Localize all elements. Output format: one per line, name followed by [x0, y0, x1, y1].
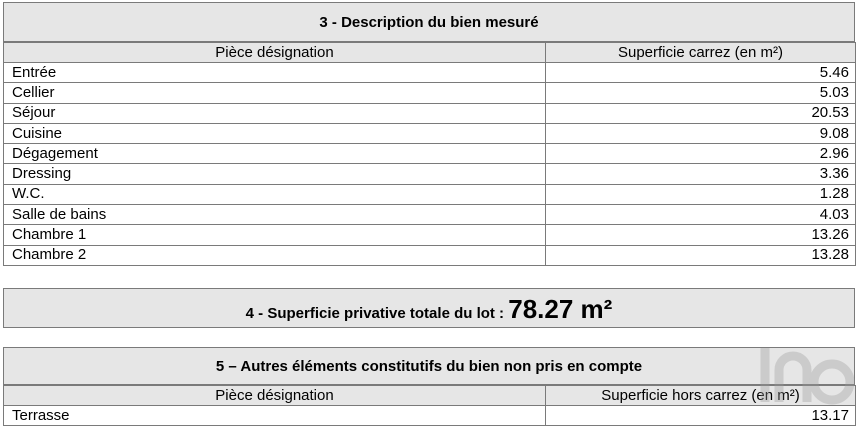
room-area: 13.17 [546, 406, 856, 426]
room-name: Terrasse [4, 406, 546, 426]
table-row [4, 184, 856, 204]
column-header-piece: Pièce désignation [4, 386, 546, 406]
brand-logo-icon [757, 340, 857, 410]
room-name: Cellier [4, 83, 546, 103]
table-row [4, 144, 856, 164]
room-name: Cuisine [4, 123, 546, 143]
table-row [4, 225, 856, 245]
room-area: 5.03 [546, 83, 856, 103]
room-name: Entrée [4, 63, 546, 83]
other-elements-table [3, 385, 856, 426]
room-name: Chambre 2 [4, 245, 546, 265]
table-header-row [4, 43, 856, 63]
table-row [4, 406, 856, 426]
room-area: 1.28 [546, 184, 856, 204]
room-area: 3.36 [546, 164, 856, 184]
column-header-area: Superficie hors carrez (en m²) [546, 386, 856, 406]
column-header-piece: Pièce désignation [4, 43, 546, 63]
room-name: Dégagement [4, 144, 546, 164]
room-area: 9.08 [546, 123, 856, 143]
room-name: Salle de bains [4, 205, 546, 225]
table-row [4, 103, 856, 123]
table-row [4, 123, 856, 143]
room-name: Chambre 1 [4, 225, 546, 245]
room-name: Dressing [4, 164, 546, 184]
total-area-label: 4 - Superficie privative totale du lot : [245, 305, 509, 322]
room-area: 13.28 [546, 245, 856, 265]
table-row [4, 205, 856, 225]
section-3-title: 3 - Description du bien mesuré [3, 2, 855, 42]
room-name: W.C. [4, 184, 546, 204]
section-3 [3, 2, 855, 266]
section-5-title: 5 – Autres éléments constitutifs du bien non pris en compte [3, 347, 855, 385]
room-area: 5.46 [546, 63, 856, 83]
room-area: 4.03 [546, 205, 856, 225]
room-name: Séjour [4, 103, 546, 123]
table-header-row [4, 386, 856, 406]
rooms-table [3, 42, 856, 266]
table-row [4, 83, 856, 103]
room-area: 2.96 [546, 144, 856, 164]
room-area: 13.26 [546, 225, 856, 245]
total-area-value: 78.27 m² [508, 294, 613, 324]
table-row [4, 164, 856, 184]
column-header-area: Superficie carrez (en m²) [546, 43, 856, 63]
table-row [4, 63, 856, 83]
section-4 [3, 288, 855, 328]
section-5 [3, 347, 855, 426]
total-area-banner [3, 288, 855, 328]
table-row [4, 245, 856, 265]
room-area: 20.53 [546, 103, 856, 123]
